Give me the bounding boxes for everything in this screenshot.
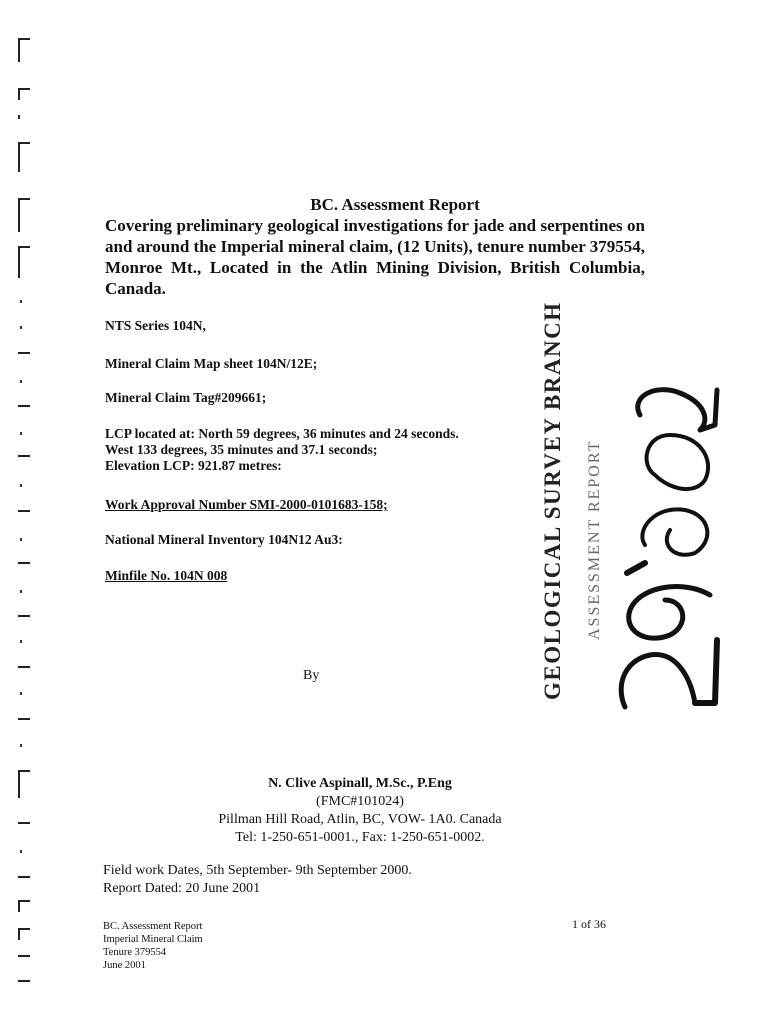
stamp-main-text: GEOLOGICAL SURVEY BRANCH (540, 301, 565, 700)
field-work-dates: Field work Dates, 5th September- 9th September 2000. (103, 863, 412, 878)
author-phone-fax: Tel: 1-250-651-0001., Fax: 1-250-651-0002. (235, 830, 485, 845)
footer-line-1: BC. Assessment Report (103, 921, 203, 932)
lcp-north: LCP located at: North 59 degrees, 36 minutes and 24 seconds. (105, 426, 459, 441)
by-label: By (303, 668, 320, 683)
minfile-number: Minfile No. 104N 008 (105, 568, 228, 583)
footer-line-4: June 2001 (103, 960, 146, 971)
claim-tag: Mineral Claim Tag#209661; (105, 390, 267, 405)
dates-block (103, 862, 412, 898)
author-name: N. Clive Aspinall, M.Sc., P.Eng (268, 776, 452, 791)
lcp-west: West 133 degrees, 35 minutes and 37.1 seconds; (105, 442, 378, 457)
report-description: Covering preliminary geological investigations for jade and serpentines on and around the Imperial mineral claim, (12 Units), tenure number 379554, Monroe Mt., Located in the Atlin Mining Division, British Columbia, Canada. (105, 216, 645, 298)
map-sheet: Mineral Claim Map sheet 104N/12E; (105, 356, 318, 371)
lcp-location (105, 426, 459, 474)
footer-info (103, 920, 203, 972)
author-fmc: (FMC#101024) (316, 794, 404, 809)
author-block (160, 775, 560, 847)
title-block (105, 194, 645, 299)
footer-line-2: Imperial Mineral Claim (103, 934, 203, 945)
work-approval-number: Work Approval Number SMI-2000-0101683-158; (105, 497, 388, 512)
nts-series: NTS Series 104N, (105, 318, 206, 333)
report-title: BC. Assessment Report (310, 195, 480, 214)
report-date: Report Dated: 20 June 2001 (103, 881, 261, 896)
author-address: Pillman Hill Road, Atlin, BC, VOW- 1A0. Canada (218, 812, 502, 827)
lcp-elevation: Elevation LCP: 921.87 metres: (105, 458, 282, 473)
binding-marks (0, 0, 60, 1024)
national-mineral-inventory: National Mineral Inventory 104N12 Au3: (105, 532, 343, 547)
stamp-sub-text: ASSESSMENT REPORT (586, 439, 603, 640)
handwritten-report-number (615, 385, 725, 715)
footer-line-3: Tenure 379554 (103, 947, 167, 958)
page-number: 1 of 36 (572, 917, 606, 931)
